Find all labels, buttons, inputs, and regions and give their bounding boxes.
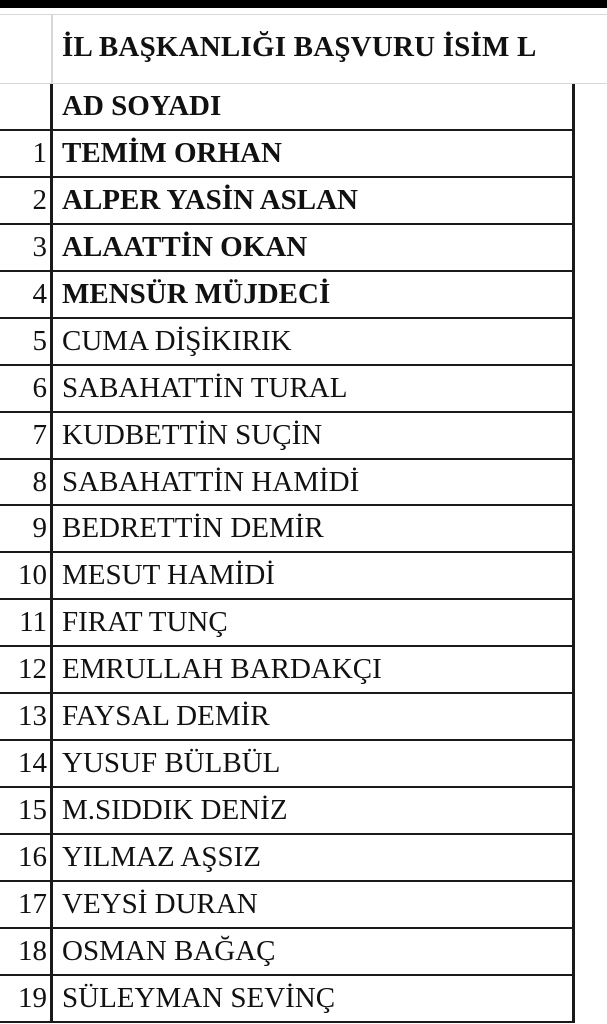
sheet-title[interactable]: İL BAŞKANLIĞI BAŞVURU İSİM L (62, 31, 537, 63)
table-row (0, 319, 575, 366)
name-cell[interactable]: YILMAZ AŞSIZ (62, 841, 261, 873)
column-border (572, 788, 575, 833)
top-bar (0, 0, 607, 8)
table-row (0, 647, 575, 694)
row-number-cell[interactable]: 2 (0, 178, 53, 223)
row-number-cell[interactable]: 19 (0, 976, 53, 1021)
name-cell[interactable]: FAYSAL DEMİR (62, 700, 270, 733)
table-row (0, 272, 575, 319)
name-cell[interactable]: M.SIDDIK DENİZ (62, 794, 288, 827)
row-number-cell[interactable]: 15 (0, 788, 53, 833)
name-cell[interactable]: MENSÜR MÜJDECİ (62, 277, 331, 310)
column-border (572, 835, 575, 880)
name-cell[interactable]: FIRAT TUNÇ (62, 606, 228, 639)
column-border (572, 553, 575, 598)
column-border (572, 366, 575, 411)
column-border (572, 741, 575, 786)
row-number-cell[interactable]: 9 (0, 506, 53, 551)
table-row (0, 694, 575, 741)
table-row (0, 976, 575, 1023)
row-number-cell[interactable]: 1 (0, 131, 53, 176)
name-cell[interactable]: MESUT HAMİDİ (62, 559, 275, 592)
column-border (572, 178, 575, 223)
column-border (572, 225, 575, 270)
row-number-cell[interactable]: 3 (0, 225, 53, 270)
table-row (0, 413, 575, 460)
table-body (0, 131, 575, 1023)
row-number-cell[interactable]: 14 (0, 741, 53, 786)
table-row (0, 178, 575, 225)
name-cell[interactable]: BEDRETTİN DEMİR (62, 512, 324, 545)
column-border (572, 600, 575, 645)
name-cell[interactable]: VEYSİ DURAN (62, 887, 258, 920)
names-table (0, 84, 575, 1023)
name-cell[interactable]: KUDBETTİN SUÇİN (62, 418, 323, 451)
name-cell[interactable]: CUMA DİŞİKIRIK (62, 324, 292, 357)
table-row (0, 741, 575, 788)
column-border (572, 506, 575, 551)
table-row (0, 600, 575, 647)
table-row (0, 882, 575, 929)
row-number-cell[interactable]: 11 (0, 600, 53, 645)
name-cell[interactable]: ALPER YASİN ASLAN (62, 183, 358, 216)
row-number-cell[interactable]: 10 (0, 553, 53, 598)
column-border (572, 84, 575, 129)
column-border (572, 319, 575, 364)
row-number-cell[interactable]: 18 (0, 929, 53, 974)
table-row (0, 929, 575, 976)
row-number-cell[interactable]: 8 (0, 460, 53, 505)
row-number-cell[interactable]: 4 (0, 272, 53, 317)
column-border (572, 647, 575, 692)
title-row-number-cell[interactable] (0, 15, 53, 83)
name-cell[interactable]: SÜLEYMAN SEVİNÇ (62, 981, 336, 1014)
table-row (0, 460, 575, 507)
column-border (572, 694, 575, 739)
table-row (0, 788, 575, 835)
column-header-number-cell[interactable] (0, 84, 53, 129)
row-number-cell[interactable]: 6 (0, 366, 53, 411)
name-cell[interactable]: YUSUF BÜLBÜL (62, 747, 281, 780)
table-row (0, 366, 575, 413)
name-cell[interactable]: SABAHATTİN TURAL (62, 371, 348, 404)
row-number-cell[interactable]: 17 (0, 882, 53, 927)
row-number-cell[interactable]: 5 (0, 319, 53, 364)
column-border (572, 272, 575, 317)
table-row (0, 506, 575, 553)
column-header-row (0, 84, 575, 131)
column-header-name[interactable]: AD SOYADI (62, 90, 222, 122)
column-border (572, 882, 575, 927)
table-row (0, 131, 575, 178)
name-cell[interactable]: ALAATTİN OKAN (62, 230, 308, 263)
row-number-cell[interactable]: 7 (0, 413, 53, 458)
row-number-cell[interactable]: 13 (0, 694, 53, 739)
column-border (572, 413, 575, 458)
name-cell[interactable]: OSMAN BAĞAÇ (62, 934, 276, 967)
column-border (572, 131, 575, 176)
name-cell[interactable]: SABAHATTİN HAMİDİ (62, 465, 360, 498)
name-cell[interactable]: EMRULLAH BARDAKÇI (62, 653, 382, 686)
title-row (0, 14, 607, 84)
table-row (0, 553, 575, 600)
column-border (572, 929, 575, 974)
column-border (572, 976, 575, 1021)
column-border (572, 460, 575, 505)
name-cell[interactable]: TEMİM ORHAN (62, 136, 282, 169)
table-row (0, 835, 575, 882)
table-row (0, 225, 575, 272)
spreadsheet (0, 8, 607, 1024)
row-number-cell[interactable]: 12 (0, 647, 53, 692)
row-number-cell[interactable]: 16 (0, 835, 53, 880)
